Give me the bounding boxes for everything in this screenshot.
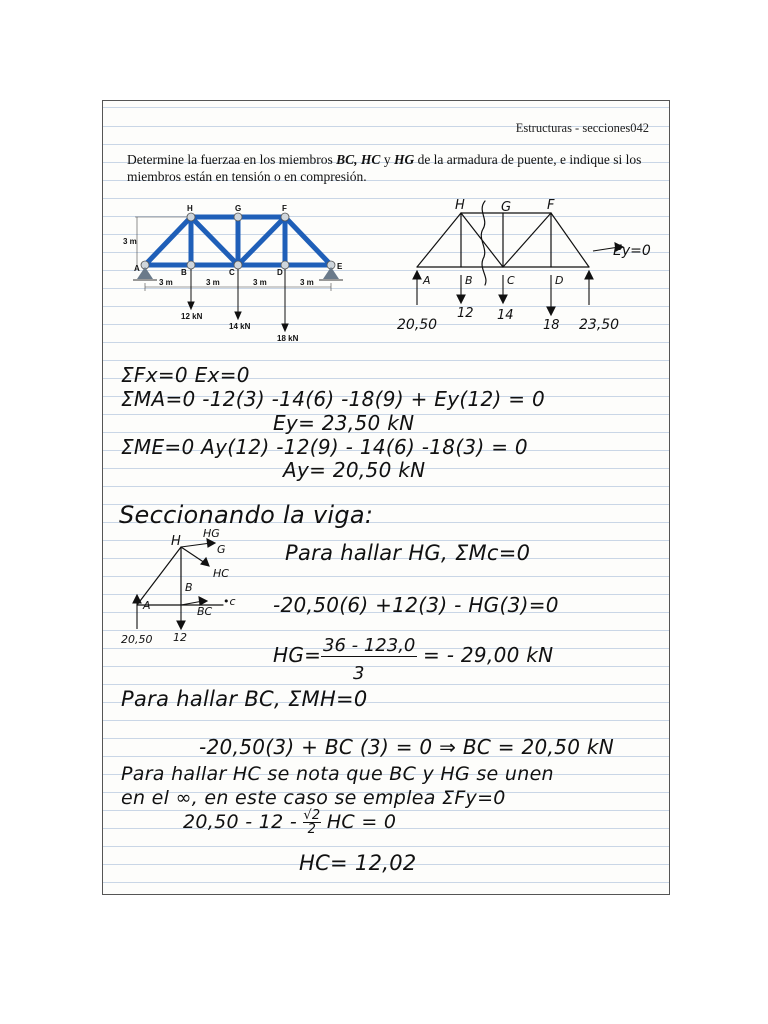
truss-span-3: 3 m: [253, 278, 267, 287]
problem-text-3: de la armadura de puente, e indique si los miembros están en tensión o en compresión.: [127, 152, 642, 184]
fbd-reaction-a: 20,50: [121, 633, 153, 646]
fbd-node-a: A: [143, 599, 151, 612]
sketch-node-g: G: [501, 200, 512, 215]
hc-equation: [183, 809, 396, 836]
truss-node-d: D: [277, 268, 283, 277]
notebook-sheet: [102, 100, 670, 895]
eq-ey-result: Ey= 23,50 kN: [273, 411, 415, 435]
fbd-node-h: H: [171, 534, 181, 549]
sketch-node-f: F: [547, 198, 555, 213]
truss-node-h: H: [187, 204, 193, 213]
sketch-load-18: 18: [543, 318, 560, 333]
truss-node-e: E: [337, 262, 343, 271]
sketch-node-d: D: [555, 274, 564, 287]
truss-height-label: 3 m: [123, 237, 137, 246]
truss-node-f: F: [282, 204, 287, 213]
fbd-node-b: B: [185, 581, 193, 594]
problem-statement: [127, 151, 652, 185]
truss-node-b: B: [181, 268, 187, 277]
sketch-ey-label: Ey=0: [613, 243, 651, 259]
hg-lhs: HG=: [273, 643, 322, 667]
hc-note-line-1: Para hallar HC se nota que BC y HG se unen: [121, 763, 554, 785]
document-reference: Estructuras - secciones042: [515, 121, 649, 135]
problem-text-2: y: [380, 152, 394, 167]
hc-result: HC= 12,02: [299, 851, 417, 875]
hc-eq-numerator: √2: [303, 808, 321, 823]
truss-span-2: 3 m: [206, 278, 220, 287]
truss-load-18: 18 kN: [277, 334, 299, 343]
fbd-label-g: G: [217, 543, 226, 556]
hc-note-line-2: en el ∞, en este caso se emplea ΣFy=0: [121, 787, 506, 809]
sketch-truss-figure: [393, 193, 665, 343]
hg-equation: -20,50(6) +12(3) - HG(3)=0: [273, 593, 559, 617]
eq-sum-ma: ΣMA=0 -12(3) -14(6) -18(9) + Ey(12) = 0: [121, 387, 546, 411]
hg-result: = - 29,00 kN: [423, 643, 554, 667]
truss-node-g: G: [235, 204, 242, 213]
printed-truss-figure: [123, 199, 363, 349]
sketch-load-12: 12: [457, 306, 474, 321]
fbd-node-c: •c: [223, 595, 236, 608]
sketch-node-h: H: [455, 198, 465, 213]
hg-title: Para hallar HG, ΣMc=0: [285, 541, 531, 565]
sketch-node-c: C: [507, 274, 515, 287]
fbd-label-bc: BC: [197, 605, 213, 618]
fbd-label-hc: HC: [213, 567, 229, 580]
truss-span-4: 3 m: [300, 278, 314, 287]
hg-numerator: 36 - 123,0: [323, 635, 416, 656]
eq-sum-me: ΣME=0 Ay(12) -12(9) - 14(6) -18(3) = 0: [121, 435, 528, 459]
bc-equation: -20,50(3) + BC (3) = 0 ⇒ BC = 20,50 kN: [199, 735, 615, 759]
sketch-load-14: 14: [497, 308, 514, 323]
section-heading: Seccionando la viga:: [119, 501, 374, 529]
hc-eq-part-b: HC = 0: [320, 811, 397, 833]
hc-eq-denominator: 2: [307, 822, 317, 837]
hc-eq-part-a: 20,50 - 12 -: [183, 811, 304, 833]
truss-node-c: C: [229, 268, 235, 277]
truss-node-a: A: [134, 264, 140, 273]
hg-denominator: 3: [353, 663, 365, 684]
problem-text-1: Determine la fuerzaa en los miembros: [127, 152, 337, 167]
sketch-reaction-a: 20,50: [397, 317, 438, 333]
sketch-reaction-e: 23,50: [579, 317, 620, 333]
fbd-label-hg: HG: [203, 529, 220, 540]
truss-load-12: 12 kN: [181, 312, 203, 321]
section-free-body-sketch: [117, 529, 267, 649]
sketch-node-b: B: [465, 274, 473, 287]
truss-span-1: 3 m: [159, 278, 173, 287]
sketch-node-a: A: [423, 274, 431, 287]
fbd-load-12: 12: [173, 631, 187, 644]
bc-title: Para hallar BC, ΣMH=0: [121, 687, 368, 711]
hc-eq-fraction: [303, 809, 320, 836]
eq-ay-result: Ay= 20,50 kN: [283, 458, 426, 482]
truss-load-14: 14 kN: [229, 322, 251, 331]
problem-members-1: BC, HC: [336, 152, 381, 167]
eq-sum-fx: ΣFx=0 Ex=0: [121, 363, 250, 387]
problem-members-2: HG: [393, 152, 415, 167]
